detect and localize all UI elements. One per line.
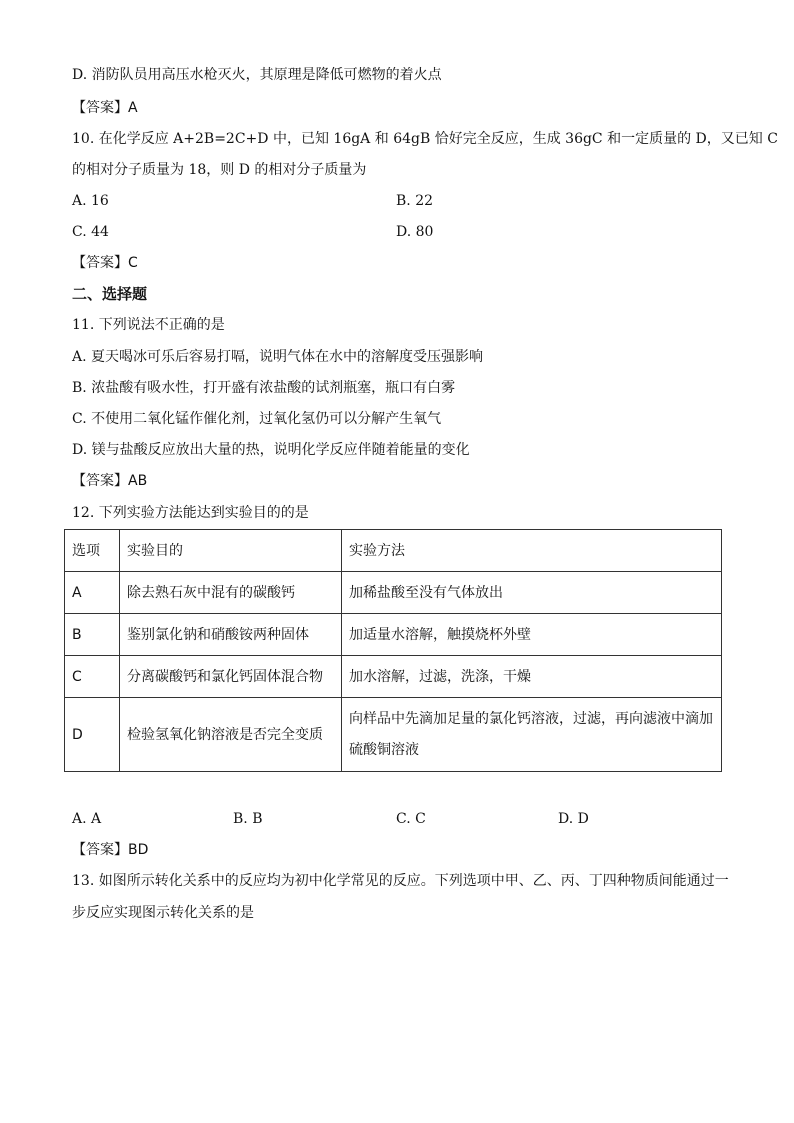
table-cell: 检验氢氧化钠溶液是否完全变质 xyxy=(120,698,342,772)
table-header-cell: 选项 xyxy=(65,530,120,572)
q12-option-d: D. D xyxy=(558,811,589,827)
q10-stem-line2: 的相对分子质量为 18，则 D 的相对分子质量为 xyxy=(72,162,367,178)
q13-stem-line1: 13. 如图所示转化关系中的反应均为初中化学常见的反应。下列选项中甲、乙、丙、丁四种物质间能通过一 xyxy=(72,873,729,889)
table-header-cell: 实验方法 xyxy=(342,530,722,572)
q13-stem-line2: 步反应实现图示转化关系的是 xyxy=(72,905,254,921)
table-cell: 向样品中先滴加足量的氯化钙溶液，过滤，再向滤液中滴加硫酸铜溶液 xyxy=(342,698,722,772)
table-cell: 加适量水溶解，触摸烧杯外壁 xyxy=(342,614,722,656)
table-cell: 加水溶解，过滤，洗涤，干燥 xyxy=(342,656,722,698)
q10-answer: 【答案】C xyxy=(72,255,138,271)
section-heading: 二、选择题 xyxy=(72,285,148,303)
q11-stem: 11. 下列说法不正确的是 xyxy=(72,317,225,333)
table-cell: 分离碳酸钙和氯化钙固体混合物 xyxy=(120,656,342,698)
q10-option-b: B. 22 xyxy=(396,193,434,209)
table-row xyxy=(65,656,722,698)
q10-option-c: C. 44 xyxy=(72,224,109,240)
q12-experiment-table xyxy=(64,529,722,772)
q11-answer: 【答案】AB xyxy=(72,473,148,489)
q9-option-d: D. 消防队员用高压水枪灭火，其原理是降低可燃物的着火点 xyxy=(72,67,442,83)
table-row xyxy=(65,698,722,772)
q12-answer: 【答案】BD xyxy=(72,842,149,858)
table-cell: D xyxy=(65,698,120,772)
q9-answer: 【答案】A xyxy=(72,100,138,116)
q12-option-b: B. B xyxy=(233,811,263,827)
q12-stem: 12. 下列实验方法能达到实验目的的是 xyxy=(72,505,309,521)
table-cell: B xyxy=(65,614,120,656)
table-cell: A xyxy=(65,572,120,614)
table-header-row xyxy=(65,530,722,572)
q12-option-c: C. C xyxy=(396,811,426,827)
q11-option-d: D. 镁与盐酸反应放出大量的热，说明化学反应伴随着能量的变化 xyxy=(72,442,470,458)
q11-option-c: C. 不使用二氧化锰作催化剂，过氧化氢仍可以分解产生氧气 xyxy=(72,411,442,427)
q12-option-a: A. A xyxy=(72,811,102,827)
q10-option-d: D. 80 xyxy=(396,224,434,240)
table-cell: 除去熟石灰中混有的碳酸钙 xyxy=(120,572,342,614)
table-cell: C xyxy=(65,656,120,698)
q11-option-a: A. 夏天喝冰可乐后容易打嗝，说明气体在水中的溶解度受压强影响 xyxy=(72,349,484,365)
q10-option-a: A. 16 xyxy=(72,193,109,209)
q11-option-b: B. 浓盐酸有吸水性，打开盛有浓盐酸的试剂瓶塞，瓶口有白雾 xyxy=(72,380,456,396)
table-cell: 加稀盐酸至没有气体放出 xyxy=(342,572,722,614)
table-row xyxy=(65,614,722,656)
table-row xyxy=(65,572,722,614)
q10-stem-line1: 10. 在化学反应 A+2B=2C+D 中，已知 16gA 和 64gB 恰好完全反应，生成 36gC 和一定质量的 D，又已知 C xyxy=(72,131,778,147)
table-cell: 鉴别氯化钠和硝酸铵两种固体 xyxy=(120,614,342,656)
table-header-cell: 实验目的 xyxy=(120,530,342,572)
